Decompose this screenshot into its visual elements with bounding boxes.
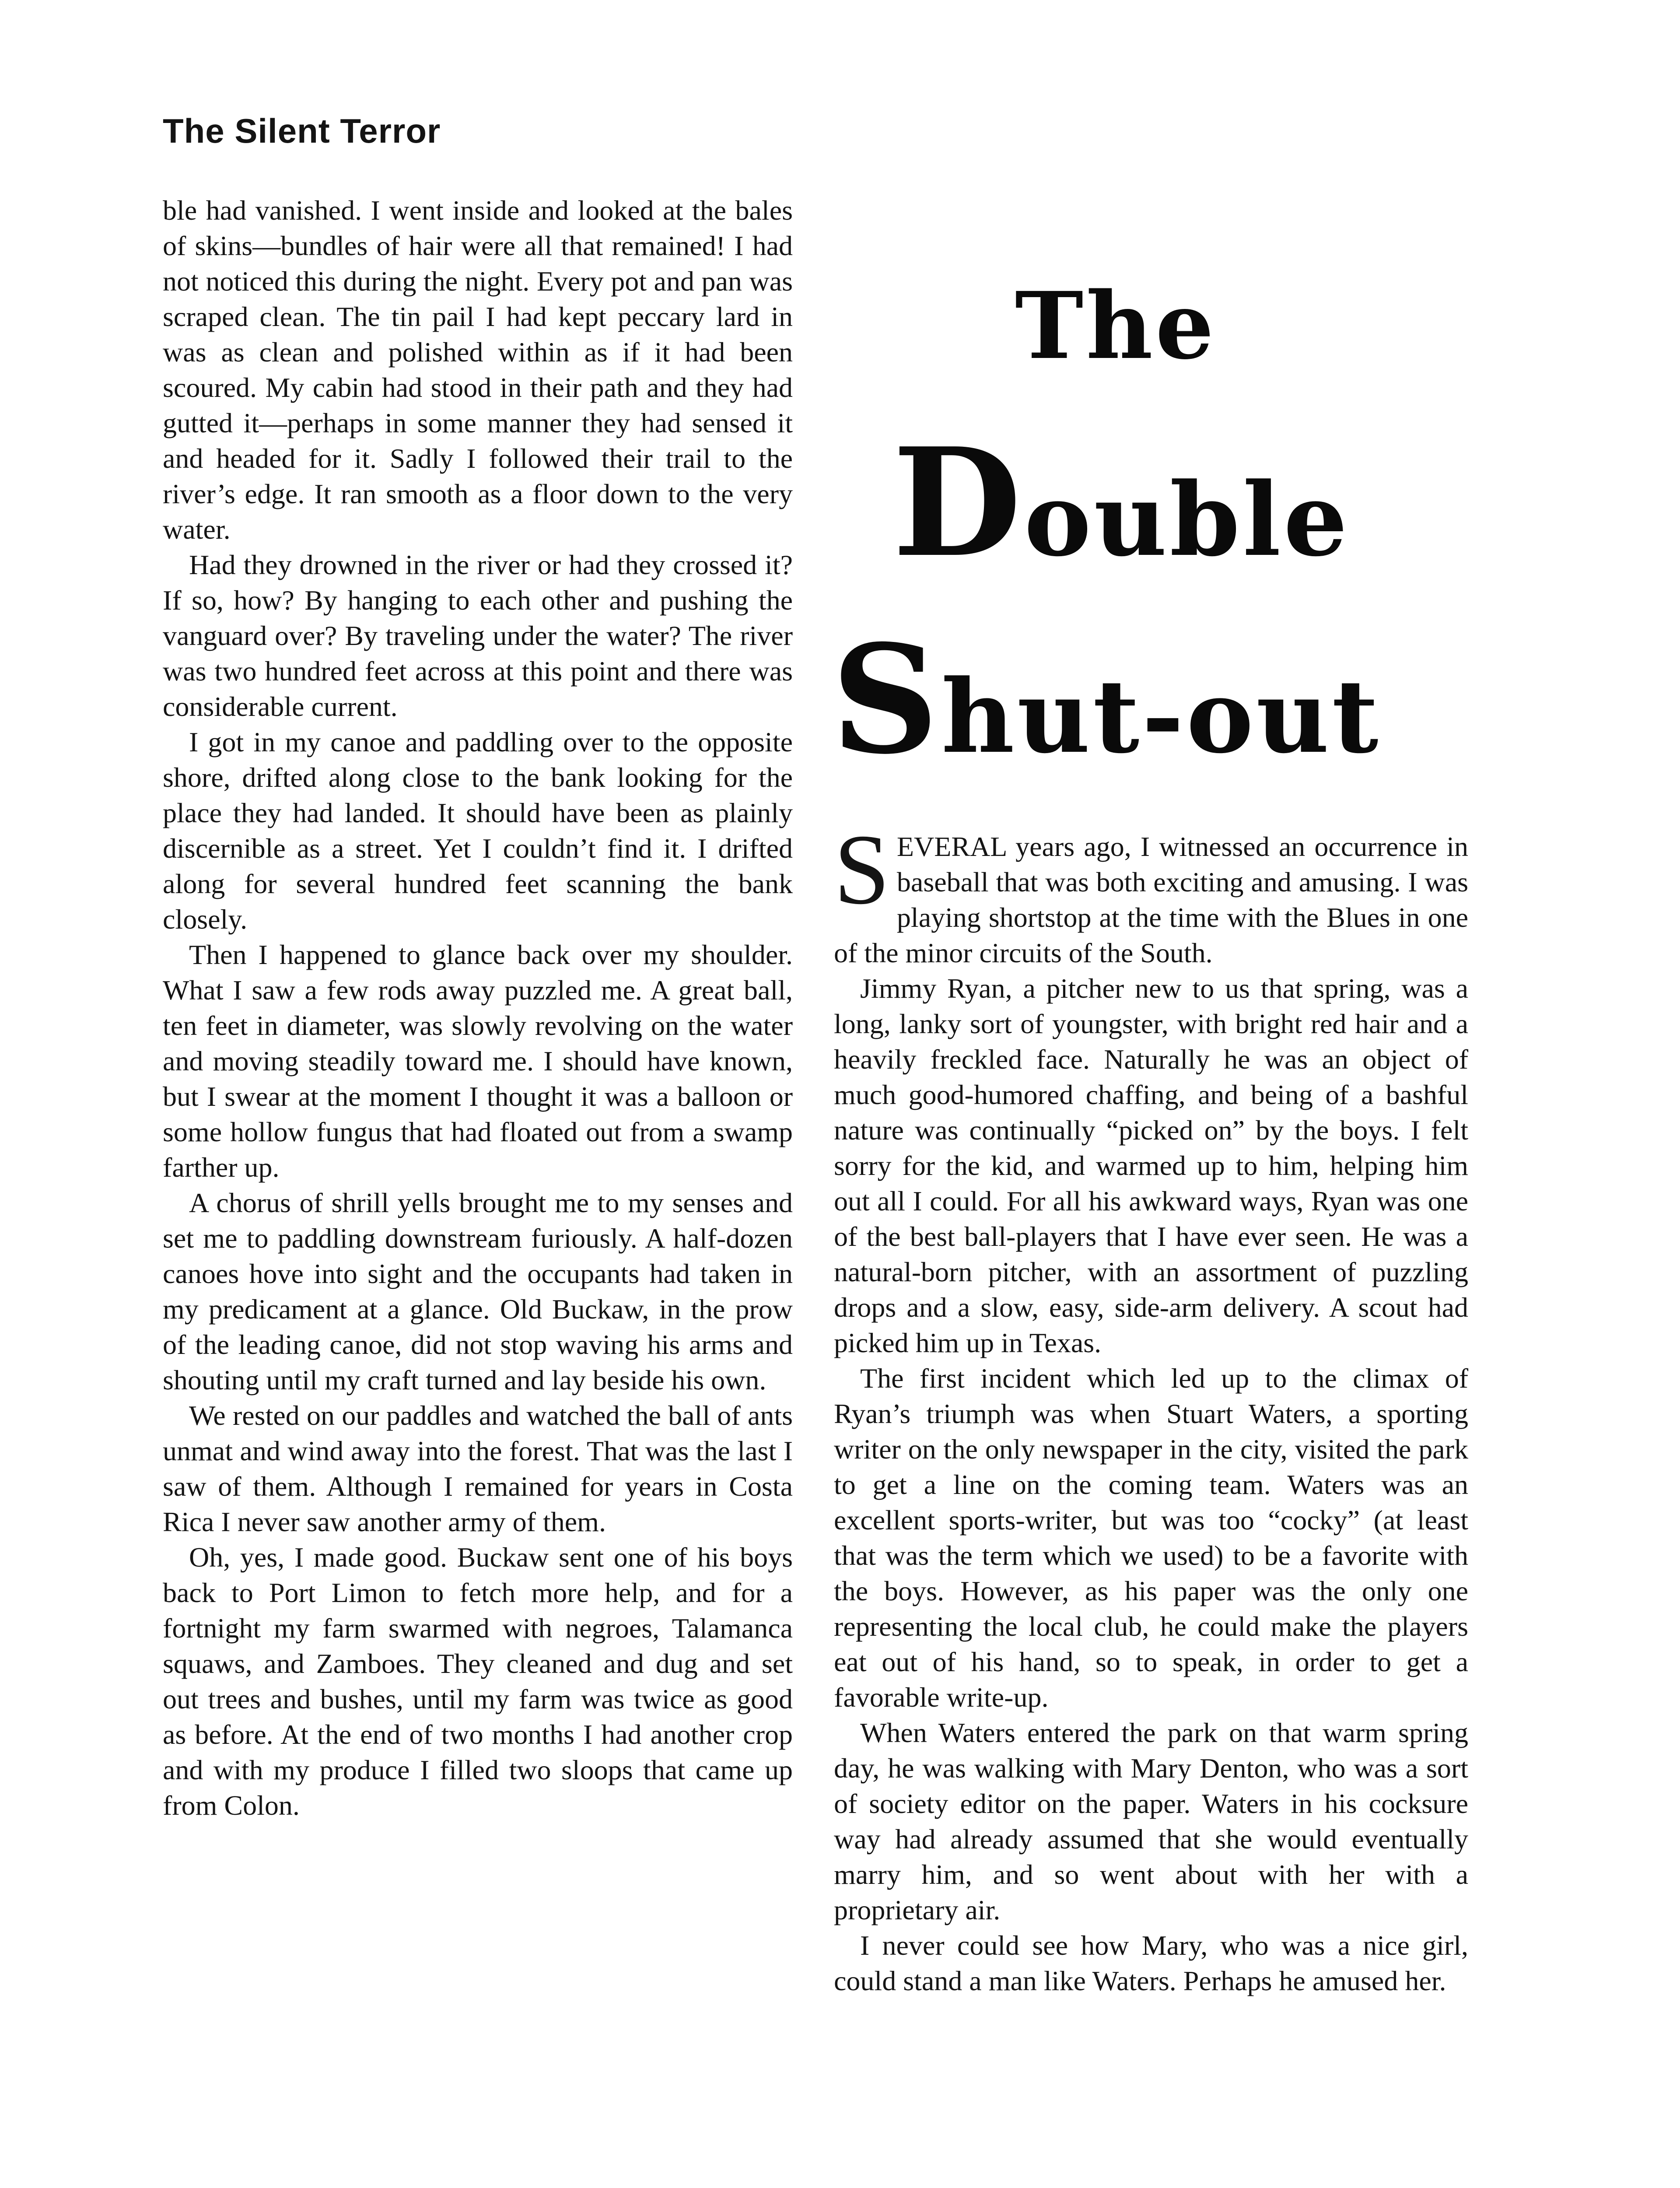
- left-column: [163, 193, 793, 1823]
- title-line-1: The: [1015, 272, 1217, 380]
- title-initial-d: D: [892, 416, 1024, 590]
- opening-text: EVERAL years ago, I witnessed an occurrence in baseball that was both exciting and amusing. I was playing shortstop at the time with the Blues in one of the minor circuits of the South.: [834, 831, 1468, 968]
- body-paragraph: A chorus of shrill yells brought me to my senses and set me to paddling downstream furiously. A half-dozen canoes hove into sight and the occupants had taken in my predicament at a glance. Old Buckaw, in the prow of the leading canoe, did not stop waving his arms and shouting until my craft turned and lay beside his own.: [163, 1187, 793, 1396]
- body-paragraph: I got in my canoe and paddling over to the opposite shore, drifted along close to the bank looking for the place they had landed. It should have been as plainly discernible as a street. Yet I couldn’t find it. I drifted along for several hundred feet scanning the bank closely.: [163, 726, 793, 935]
- running-head: The Silent Terror: [163, 112, 441, 150]
- body-paragraph: I never could see how Mary, who was a nice girl, could stand a man like Waters. Perhaps he amused her.: [834, 1930, 1468, 1996]
- body-paragraph: The first incident which led up to the climax of Ryan’s triumph was when Stuart Waters, a sporting writer on the only newspaper in the city, visited the park to get a line on the coming team. Waters was an excellent sports-writer, but was too “cocky” (at least that was the term which we used) to be a favorite with the boys. However, as his paper was the only one representing the local club, he could make the players eat out of his hand, so to speak, in order to get a favorable write-up.: [834, 1363, 1468, 1713]
- title-initial-s: S: [831, 613, 942, 787]
- body-paragraph: We rested on our paddles and watched the ball of ants unmat and wind away into the forest. That was the last I saw of them. Although I remained for years in Costa Rica I never saw another army of them.: [163, 1400, 793, 1537]
- body-paragraph: Had they drowned in the river or had they crossed it? If so, how? By hanging to each other and pushing the vanguard over? By traveling under the water? The river was two hundred feet across at this point and there was considerable current.: [163, 549, 793, 722]
- title-rest-2: ouble: [1024, 461, 1350, 579]
- title-line-3: [831, 613, 1479, 787]
- body-paragraph: Jimmy Ryan, a pitcher new to us that spring, was a long, lanky sort of youngster, with bright red hair and a heavily freckled face. Naturally he was an object of much good-humored chaffing, and being of a bashful nature was continually “picked on” by the boys. I felt sorry for the kid, and warmed up to him, helping him out all I could. For all his awkward ways, Ryan was one of the best ball-players that I have ever seen. He was a natural-born pitcher, with an assortment of puzzling drops and a slow, easy, side-arm delivery. A scout had picked him up in Texas.: [834, 973, 1468, 1358]
- right-column: [834, 813, 1468, 1999]
- opening-paragraph: [834, 813, 1468, 971]
- body-paragraph: When Waters entered the park on that warm spring day, he was walking with Mary Denton, who was a sort of society editor on the paper. Waters in his cocksure way had already assumed that she would eventually marry him, and so went about with her with a proprietary air.: [834, 1717, 1468, 1925]
- story-title: [831, 272, 1479, 787]
- body-paragraph: Then I happened to glance back over my shoulder. What I saw a few rods away puzzled me. A great ball, ten feet in diameter, was slowly revolving on the water and moving steadily toward me. I should have known, but I swear at the moment I thought it was a balloon or some hollow fungus that had floated out from a swamp farther up.: [163, 939, 793, 1183]
- title-rest-3: hut-out: [941, 658, 1381, 776]
- title-line-2: [892, 416, 1479, 590]
- drop-cap: S: [834, 813, 890, 925]
- body-paragraph: Oh, yes, I made good. Buckaw sent one of his boys back to Port Limon to fetch more help, and for a fortnight my farm swarmed with negroes, Talamanca squaws, and Zamboes. They cleaned and dug and set out trees and bushes, until my farm was twice as good as before. At the end of two months I had another crop and with my produce I filled two sloops that came up from Colon.: [163, 1542, 793, 1821]
- body-paragraph: ble had vanished. I went inside and looked at the bales of skins—bundles of hair were all that remained! I had not noticed this during the night. Every pot and pan was scraped clean. The tin pail I had kept peccary lard in was as clean and polished within as if it had been scoured. My cabin had stood in their path and they had gutted it—perhaps in some manner they had sensed it and headed for it. Sadly I followed their trail to the river’s edge. It ran smooth as a floor down to the very water.: [163, 195, 793, 545]
